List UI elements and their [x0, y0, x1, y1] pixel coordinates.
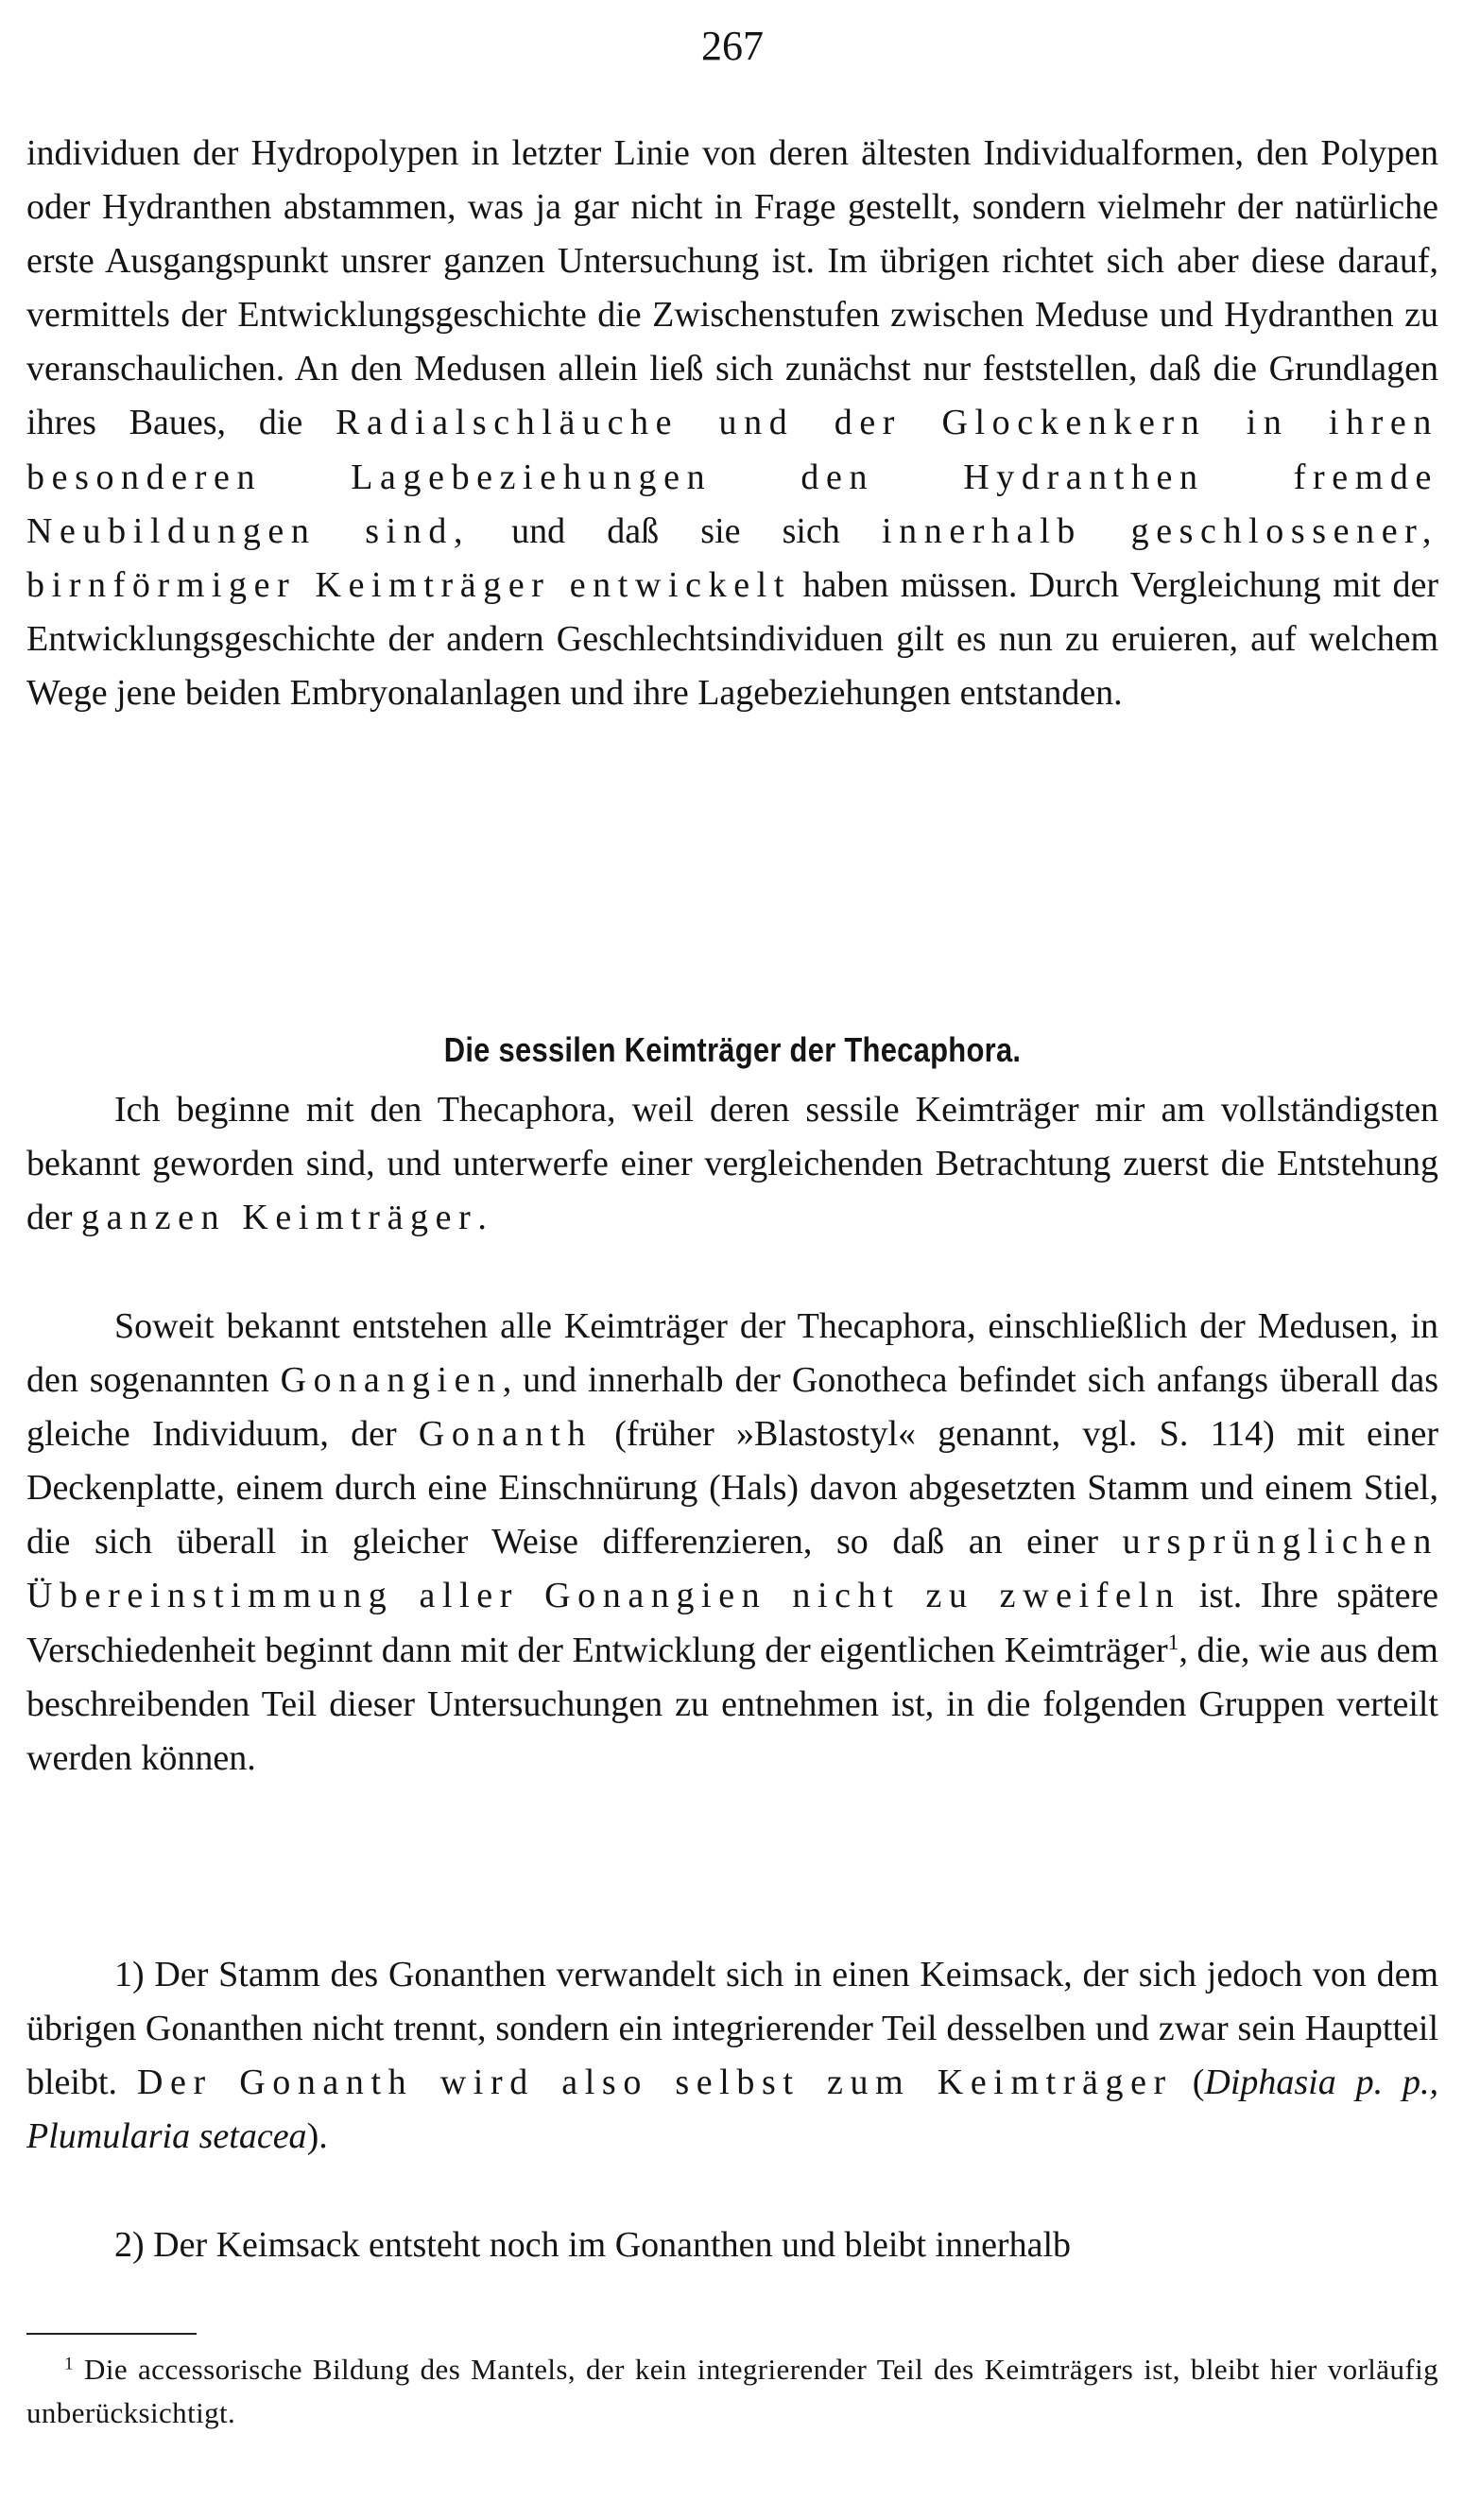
paragraph-text: 1) Der Stamm des Gonanthen verwandelt sich in einen Keimsack, der sich jedoch von dem übrigen Gonanthen nicht trennt, sondern ein integrierender Teil desselben und zwar sein Hauptteil bleibt.: [26, 1955, 1438, 2103]
footnote-divider: [26, 2333, 197, 2335]
footnote: [26, 2348, 1438, 2435]
emphasis-text: Gonanth: [418, 1414, 593, 1455]
footnote-mark: 1: [64, 2354, 75, 2374]
paragraph-text: , die, wie aus dem beschreibenden Teil dieser Untersuchungen zu entnehmen ist, in die folgenden Gruppen verteilt werden können.: [26, 1630, 1438, 1778]
paragraph-text: Ich beginne mit den Thecaphora, weil deren sessile Keimträger mir am vollständigsten bekannt geworden sind, und unterwerfe einer vergleichenden Betrachtung zuerst die Entstehung der: [26, 1090, 1438, 1238]
paragraph-gonangien: [26, 1300, 1438, 1786]
paragraph-text: 2) Der Keimsack entsteht noch im Gonanthen und bleibt innerhalb: [114, 2225, 1072, 2265]
paragraph-text: haben müssen. Durch Vergleichung mit der Entwicklungsgeschichte der andern Geschlechtsindividuen gilt es nun zu eruieren, auf welchem Wege jene beiden Embryonalanlagen und ihre Lagebeziehungen entstanden.: [26, 564, 1438, 713]
paragraph-text: ist. Ihre spätere Verschiedenheit beginnt dann mit der Entwicklung der eigentlichen Keimträger: [26, 1576, 1438, 1670]
paragraph-text: ).: [306, 2116, 328, 2157]
section-heading: Die sessilen Keimträger der Thecaphora.: [443, 1030, 1022, 1069]
paragraph-text: .: [477, 1198, 487, 1238]
page-number: 267: [701, 23, 764, 69]
footnote-text: Die accessorische Bildung des Mantels, der kein integrierender Teil des Keimträgers ist, bleibt hier vorläufig unberücksichtigt.: [26, 2353, 1438, 2429]
footnote-reference[interactable]: 1: [1167, 1630, 1179, 1655]
document-page: [26, 0, 1438, 2520]
emphasis-text: Radialschläuche und der Glockenkern in ihren besonderen Lagebeziehungen den Hydranthen fremde Neubildungen sind,: [26, 403, 1438, 551]
list-item-2: [26, 2218, 1438, 2272]
paragraph-continuation: [26, 127, 1438, 720]
emphasis-text: Der Gonanth wird also selbst zum Keimträger: [136, 2063, 1173, 2103]
paragraph-text: und daß sie sich: [470, 510, 882, 551]
paragraph-text: , und innerhalb der Gonotheca befindet sich anfangs überall das gleiche Individuum, der: [26, 1360, 1438, 1455]
paragraph-text: Soweit bekannt entstehen alle Keimträger der Thecaphora, einschließlich der Medusen, in den sogenannten: [26, 1306, 1438, 1401]
paragraph-intro: [26, 1083, 1438, 1245]
emphasis-text: ursprünglichen Übereinstimmung aller Gonangien nicht zu zweifeln: [26, 1522, 1438, 1616]
paragraph-text: (früher »Blastostyl« genannt, vgl. S. 114) mit einer Deckenplatte, einem durch eine Einschnürung (Hals) davon abgesetzten Stamm und einem Stiel, die sich überall in gleicher Weise differenzieren, so daß an einer: [26, 1414, 1438, 1562]
emphasis-text: innerhalb geschlossener, birnförmiger Keimträger entwickelt: [26, 510, 1439, 605]
species-names: Diphasia p. p., Plumularia setacea: [26, 2063, 1439, 2157]
paragraph-text: individuen der Hydropolypen in letzter Linie von deren ältesten Individualformen, den Polypen oder Hydranthen abstammen, was ja gar nicht in Frage gestellt, sondern vielmehr der natürliche erste Ausgangspunkt unsrer ganzen Untersuchung ist. Im übrigen richtet sich aber diese darauf, vermittels der Entwicklungsgeschichte die Zwischenstufen zwischen Meduse und Hydranthen zu veranschaulichen. An den Medusen allein ließ sich zunächst nur feststellen, daß die Grundlagen ihres Baues, die: [26, 133, 1438, 443]
emphasis-text: ganzen Keimträger: [81, 1198, 478, 1238]
emphasis-text: Gonangien: [280, 1360, 503, 1401]
list-item-1: [26, 1948, 1438, 2164]
paragraph-text: (: [1172, 2063, 1205, 2103]
